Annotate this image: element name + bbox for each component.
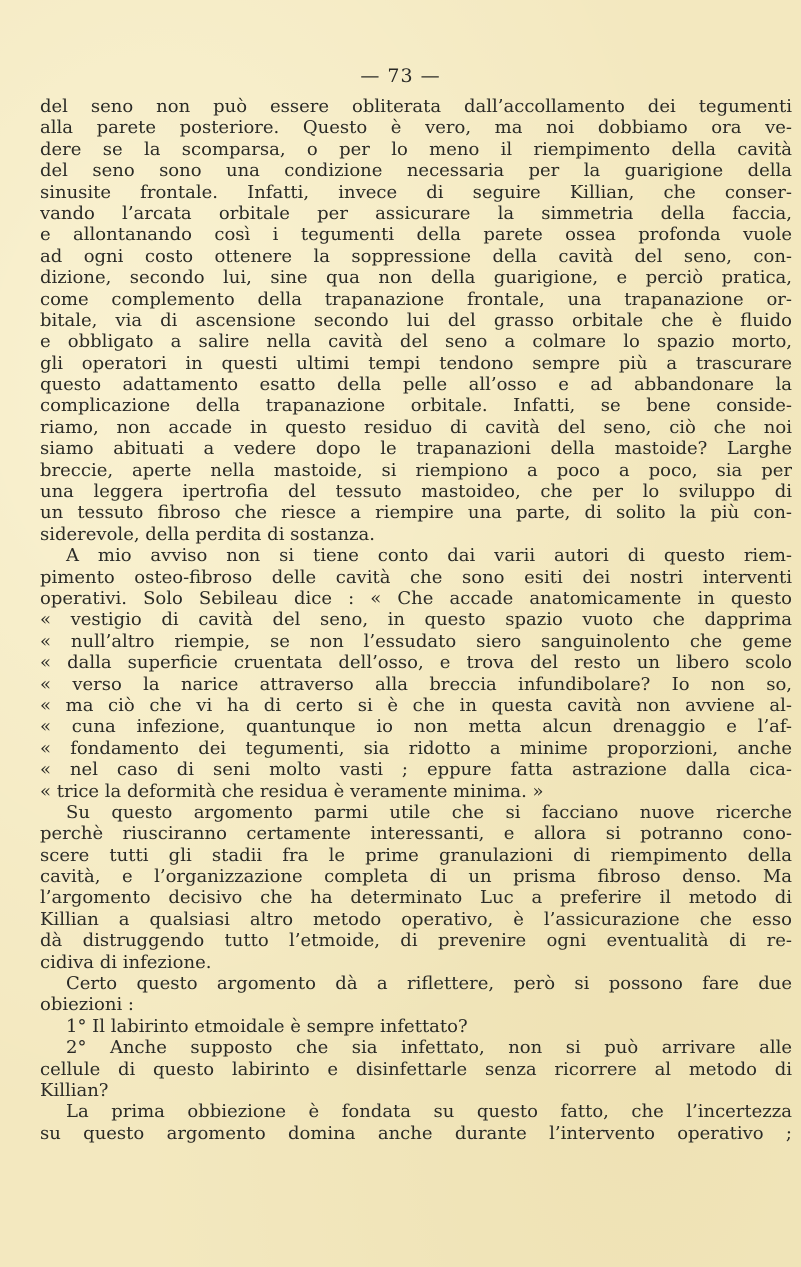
text-line: Killian? [40,1079,109,1101]
text-line: pimento osteo-fibroso delle cavità che sono esiti dei nostri interventi [40,566,792,588]
body-text [40,96,792,1144]
text-line: sinusite frontale. Infatti, invece di seguire Killian, che conser- [40,181,792,203]
text-line: siamo abituati a vedere dopo le trapanazioni della mastoide? Larghe [40,438,792,460]
text-line: dere se la scomparsa, o per lo meno il riempimento della cavità [40,138,792,160]
text-line: come complemento della trapanazione frontale, una trapanazione or- [40,288,792,310]
text-line: siderevole, della perdita di sostanza. [40,523,375,545]
text-line: A mio avviso non si tiene conto dai varii autori di questo riem- [66,545,792,567]
list-item: 2° Anche supposto che sia infettato, non si può arrivare alle [66,1037,792,1059]
quote-line: « cuna infezione, quantunque io non metta alcun drenaggio e l’af- [40,716,792,738]
list-item: 1° Il labirinto etmoidale è sempre infettato? [66,1015,468,1037]
quote-line: « dalla superficie cruentata dell’osso, e trova del resto un libero scolo [40,652,792,674]
text-line: cellule di questo labirinto e disinfettarle senza ricorrere al metodo di [40,1058,792,1080]
text-line: l’argomento decisivo che ha determinato Luc a preferire il metodo di [40,887,792,909]
text-line: obiezioni : [40,994,134,1016]
text-line: ad ogni costo ottenere la soppressione della cavità del seno, con- [40,245,792,267]
text-line: cavità, e l’organizzazione completa di un prisma fibroso denso. Ma [40,866,792,888]
text-line: dà distruggendo tutto l’etmoide, di prevenire ogni eventualità di re- [40,930,792,952]
text-line: breccie, aperte nella mastoide, si riempiono a poco a poco, sia per [40,459,792,481]
text-line: scere tutti gli stadii fra le prime granulazioni di riempimento della [40,844,792,866]
text-line: La prima obbiezione è fondata su questo fatto, che l’incertezza [66,1101,792,1123]
text-line: gli operatori in questi ultimi tempi tendono sempre più a trascurare [40,352,792,374]
text-line: e allontanando così i tegumenti della parete ossea profonda vuole [40,224,792,246]
text-line: dizione, secondo lui, sine qua non della guarigione, e perciò pratica, [40,267,792,289]
quote-line: « fondamento dei tegumenti, sia ridotto a minime proporzioni, anche [40,737,792,759]
text-line: Certo questo argomento dà a riflettere, però si possono fare due [66,973,792,995]
text-line: del seno non può essere obliterata dall’accollamento dei tegumenti [40,96,792,117]
text-line: su questo argomento domina anche durante l’intervento operativo ; [40,1122,792,1144]
quote-line: « trice la deformità che residua è veramente minima. » [40,780,544,802]
page-number: — 73 — [360,65,441,87]
text-line: del seno sono una condizione necessaria per la guarigione della [40,160,792,182]
text-line: complicazione della trapanazione orbitale. Infatti, se bene conside- [40,395,792,417]
text-line: un tessuto fibroso che riesce a riempire una parte, di solito la più con- [40,502,792,524]
text-line: questo adattamento esatto della pelle all’osso e ad abbandonare la [40,374,792,396]
text-line: alla parete posteriore. Questo è vero, ma noi dobbiamo ora ve- [40,117,792,139]
text-line: perchè riusciranno certamente interessanti, e allora si potranno cono- [40,823,792,845]
text-line: bitale, via di ascensione secondo lui del grasso orbitale che è fluido [40,309,792,331]
text-line: Killian a qualsiasi altro metodo operativo, è l’assicurazione che esso [40,908,792,930]
text-line: operativi. Solo Sebileau dice : « Che accade anatomicamente in questo [40,587,792,609]
text-line: una leggera ipertrofia del tessuto mastoideo, che per lo sviluppo di [40,481,792,503]
quote-line: « verso la narice attraverso alla breccia infundibolare? Io non so, [40,673,792,695]
quote-line: « nel caso di seni molto vasti ; eppure fatta astrazione dalla cica- [40,759,792,781]
quote-line: « ma ciò che vi ha di certo si è che in questa cavità non avviene al- [40,694,792,716]
text-line: e obbligato a salire nella cavità del seno a colmare lo spazio morto, [40,331,792,353]
text-line: vando l’arcata orbitale per assicurare la simmetria della faccia, [40,202,792,224]
quote-line: « vestigio di cavità del seno, in questo spazio vuoto che dapprima [40,609,792,631]
quote-line: « null’altro riempie, se non l’essudato siero sanguinolento che geme [40,630,792,652]
text-line: Su questo argomento parmi utile che si facciano nuove ricerche [66,801,792,823]
text-line: riamo, non accade in questo residuo di cavità del seno, ciò che noi [40,416,792,438]
text-line: cidiva di infezione. [40,951,212,973]
